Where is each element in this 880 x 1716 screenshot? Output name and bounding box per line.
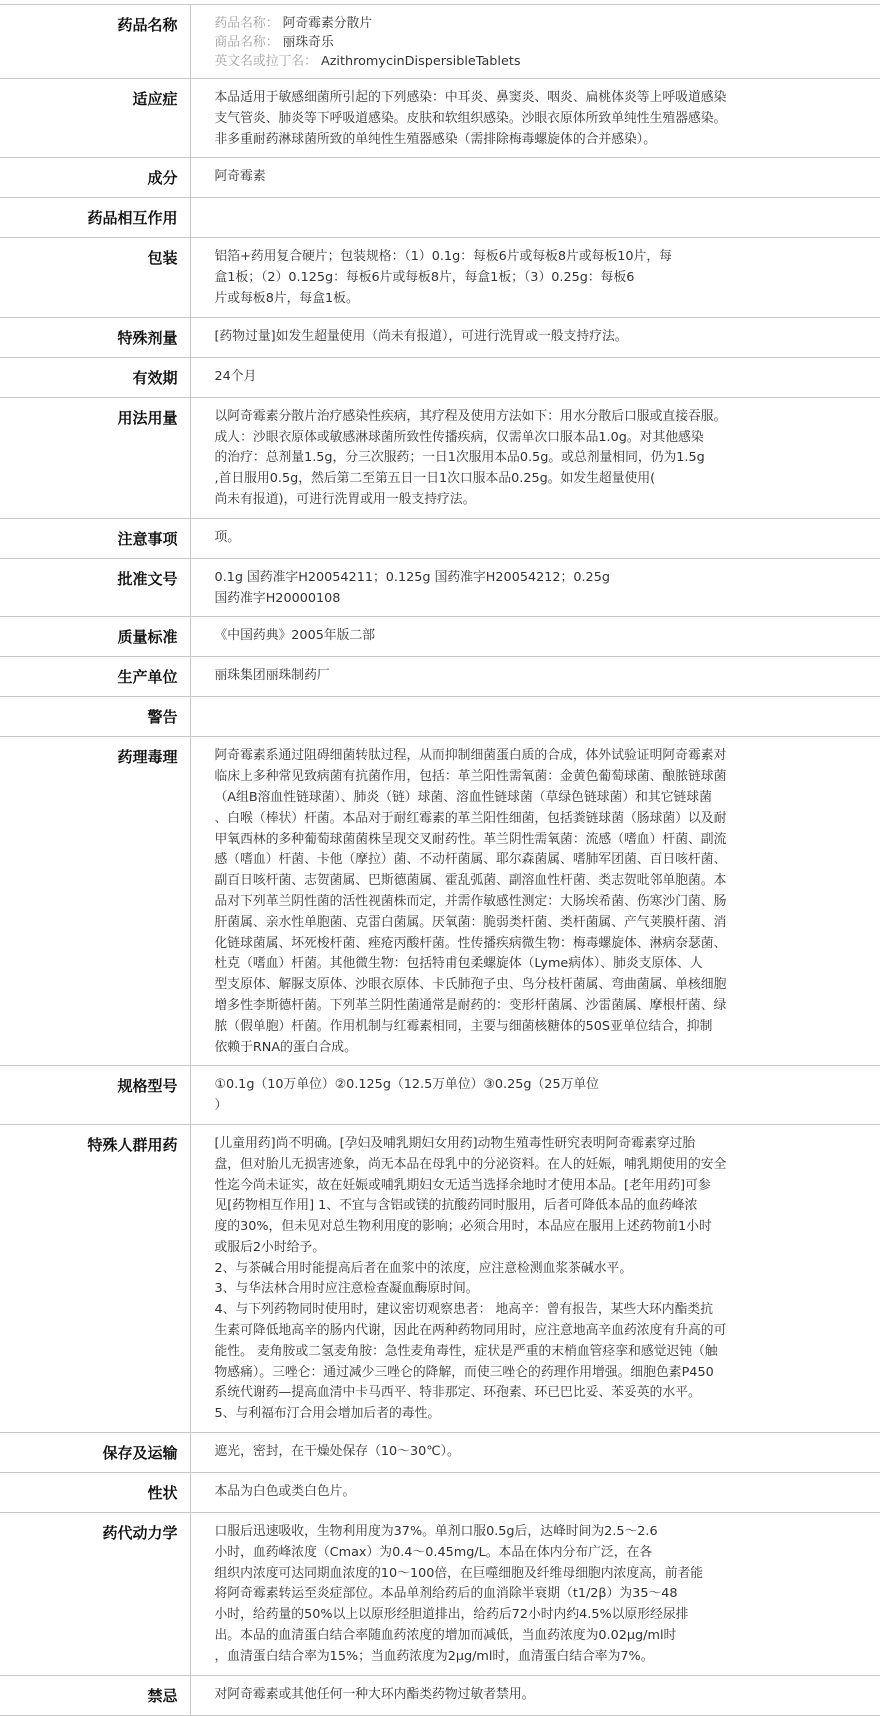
info-row [0,1124,880,1432]
row-label: 保存及运输 [0,1433,190,1473]
value-line: 化链球菌属、坏死梭杆菌、痤疮丙酸杆菌。性传播疾病微生物：梅毒螺旋体、淋病奈瑟菌、 [214,935,727,951]
info-row [0,617,880,657]
name-line [215,14,871,33]
row-label: 禁忌 [0,1675,190,1715]
value-line: 性迄今尚未证实，故在妊娠或哺乳期妇女无适当选择余地时才使用本品。[老年用药]可参 [214,1177,711,1193]
value-line: 出。本品的血清蛋白结合率随血药浓度的增加而减低，当血药浓度为0.02μg/ml时 [214,1628,677,1644]
row-label: 适应症 [0,79,190,158]
value-line: 本品为白色或类白色片。 [214,1484,356,1500]
row-label: 特殊人群用药 [0,1124,190,1432]
value-line: [药物过量]如发生超量使用（尚未有报道），可进行洗胃或一般支持疗法。 [214,328,628,344]
value-line: 或服后2小时给予。 [214,1239,326,1255]
row-label: 包装 [0,238,190,317]
info-row [0,1433,880,1473]
info-row [0,1675,880,1715]
value-line: 甲氧西林的多种葡萄球菌菌株呈现交叉耐药性。革兰阴性需氧菌：流感（嗜血）杆菌、副流 [214,831,727,847]
value-line: 见[药物相互作用] 1、不宜与含铝或镁的抗酸药同时服用，后者可降低本品的血药峰浓 [214,1198,698,1214]
row-value [190,558,880,617]
value-line: 副百日咳杆菌、志贺菌属、巴斯德菌属、霍乱弧菌、副溶血性杆菌、类志贺吡邻单胞菌。本 [214,873,727,889]
row-value [190,518,880,558]
row-value [190,5,880,79]
value-line: 以阿奇霉素分散片治疗感染性疾病，其疗程及使用方法如下：用水分散后口服或直接吞服。 [214,408,727,424]
row-value [190,737,880,1066]
value-line: 阿奇霉素 [214,169,266,185]
row-value [190,617,880,657]
row-label: 生产单位 [0,657,190,697]
value-line: 小时，血药峰浓度（Cmax）为0.4～0.45mg/L。本品在体内分布广泛，在各 [214,1544,653,1560]
value-line: 生素可降低地高辛的肠内代谢，因此在两种药物同用时，应注意地高辛血药浓度有升高的可 [214,1323,727,1339]
name-line [215,52,871,71]
row-label: 规格型号 [0,1066,190,1125]
info-row [0,737,880,1066]
info-row [0,357,880,397]
info-row [0,317,880,357]
value-line: 肝菌属、亲水性单胞菌、克雷白菌属。厌氧菌：脆弱类杆菌、类杆菌属、产气荚膜杆菌、消 [214,914,727,930]
name-key: 药品名称： [214,16,279,31]
drug-info-rows [0,5,880,1716]
value-line: 0.1g 国药准字H20054211；0.125g 国药准字H20054212；0.25g [214,569,610,585]
value-line: 的治疗：总剂量1.5g，分三次服药；一日1次服用本品0.5g。或总剂量相同，仍为1.5g [214,450,705,466]
row-value [190,1513,880,1676]
info-row [0,1066,880,1125]
row-value [190,397,880,518]
row-label: 性状 [0,1473,190,1513]
row-label: 药代动力学 [0,1513,190,1676]
value-line: 系统代谢药—提高血清中卡马西平、特非那定、环孢素、环已巴比妥、苯妥英的水平。 [214,1385,701,1401]
value-line: 遮光，密封，在干燥处保存（10～30℃）。 [214,1444,460,1460]
name-value: 丽珠奇乐 [282,35,334,50]
row-value [190,198,880,238]
value-line: 4、与下列药物同时使用时，建议密切观察患者： 地高辛：曾有报告，某些大环内酯类抗 [214,1302,713,1318]
value-line: 项。 [214,529,241,545]
value-line: ） [214,1098,228,1114]
row-value [190,317,880,357]
value-line: 增多性李斯德杆菌。下列革兰阴性菌通常是耐药的：变形杆菌属、沙雷菌属、摩根杆菌、绿 [214,997,727,1013]
name-value: AzithromycinDispersibleTablets [320,54,521,69]
drug-info-sheet [0,4,880,1716]
info-row [0,5,880,79]
value-line: 对阿奇霉素或其他任何一种大环内酯类药物过敏者禁用。 [214,1686,535,1702]
name-key: 商品名称： [214,35,279,50]
row-label: 注意事项 [0,518,190,558]
row-value [190,1066,880,1125]
value-line: 盒1板；（2）0.125g：每板6片或每板8片，每盒1板；（3）0.25g：每板6 [214,270,635,286]
row-label: 药品名称 [0,5,190,79]
row-value [190,1433,880,1473]
value-line: 、白喉（棒状）杆菌。本品对于耐红霉素的革兰阳性细菌，包括粪链球菌（肠球菌）以及耐 [214,810,727,826]
value-line: 非多重耐药淋球菌所致的单纯性生殖器感染（需排除梅毒螺旋体的合并感染）。 [214,131,656,147]
info-row [0,518,880,558]
value-line: 脓（假单胞）杆菌。作用机制与红霉素相同，主要与细菌核糖体的50S亚单位结合，抑制 [214,1018,713,1034]
row-label: 药理毒理 [0,737,190,1066]
value-line: 《中国药典》2005年版二部 [214,628,376,644]
name-line [215,33,871,52]
value-line: ①0.1g（10万单位）②0.125g（12.5万单位）③0.25g（25万单位 [214,1077,599,1093]
info-row [0,558,880,617]
name-value: 阿奇霉素分散片 [282,16,373,31]
value-line: 杜克（嗜血）杆菌。其他微生物：包括特甫包柔螺旋体（Lyme病体）、肺炎支原体、人 [214,956,703,972]
info-row [0,198,880,238]
value-line: 本品适用于敏感细菌所引起的下列感染：中耳炎、鼻窦炎、咽炎、扁桃体炎等上呼吸道感染 [214,90,727,105]
value-line: 成人：沙眼衣原体或敏感淋球菌所致性传播疾病，仅需单次口服本品1.0g。对其他感染 [214,429,704,445]
value-line: 盘，但对胎儿无损害迹象，尚无本品在母乳中的分泌资料。在人的妊娠，哺乳期使用的安全 [214,1156,727,1172]
value-line: （A组B溶血性链球菌）、肺炎（链）球菌、溶血性链球菌（草绿色链球菌）和其它链球菌 [214,789,712,805]
drug-info-table [0,4,880,1716]
value-line: 2、与茶碱合用时能提高后者在血浆中的浓度，应注意检测血浆茶碱水平。 [214,1260,633,1276]
row-label: 用法用量 [0,397,190,518]
row-label: 有效期 [0,357,190,397]
row-value [190,79,880,158]
value-line: 组织内浓度可达同期血浓度的10～100倍，在巨噬细胞及纤维母细胞内浓度高，前者能 [214,1565,704,1581]
row-value [190,1124,880,1432]
info-row [0,158,880,198]
row-value [190,238,880,317]
value-line: 感（嗜血）杆菌、卡他（摩拉）菌、不动杆菌属、耶尔森菌属、嗜肺军团菌、百日咳杆菌、 [214,852,727,868]
value-line: 24个月 [214,368,257,384]
row-label: 药品相互作用 [0,198,190,238]
info-row [0,697,880,737]
info-row [0,1473,880,1513]
value-line: 物感痛）。三唑仑：通过减少三唑仑的降解，而使三唑仑的药理作用增强。细胞色素P450 [214,1364,714,1380]
value-line: 国药准字H20000108 [214,590,341,606]
value-line: ,首日服用0.5g，然后第二至第五日一日1次口服本品0.25g。如发生超量使用( [214,471,656,487]
value-line: 依赖于RNA的蛋白合成。 [214,1039,357,1055]
info-row [0,79,880,158]
value-line: ，血清蛋白结合率为15%；当血药浓度为2μg/ml时，血清蛋白结合率为7%。 [214,1648,654,1664]
value-line: 支气管炎、肺炎等下呼吸道感染。皮肤和软组织感染。沙眼衣原体所致单纯性生殖器感染。 [214,110,727,126]
info-row [0,657,880,697]
value-line: [儿童用药]尚不明确。[孕妇及哺乳期妇女用药]动物生殖毒性研究表明阿奇霉素穿过胎 [214,1135,696,1151]
value-line: 型支原体、解脲支原体、沙眼衣原体、卡氏肺孢子虫、鸟分枝杆菌属、弯曲菌属、单核细胞 [214,977,727,993]
row-label: 成分 [0,158,190,198]
value-line: 丽珠集团丽珠制药厂 [214,668,330,684]
value-line: 5、与利福布汀合用会增加后者的毒性。 [214,1406,441,1422]
value-line: 片或每板8片，每盒1板。 [214,290,359,306]
value-line: 度的30%，但未见对总生物利用度的影响；必须合用时，本品应在服用上述药物前1小时 [214,1219,712,1235]
row-value [190,1473,880,1513]
empty-value [215,706,871,724]
row-value [190,158,880,198]
row-value [190,657,880,697]
row-value [190,357,880,397]
value-line: 临床上多种常见致病菌有抗菌作用，包括：革兰阳性需氧菌：金黄色葡萄球菌、酿脓链球菌 [214,769,727,785]
value-line: 阿奇霉素系通过阻碍细菌转肽过程，从而抑制细菌蛋白质的合成，体外试验证明阿奇霉素对 [214,748,727,764]
info-row [0,238,880,317]
info-row [0,1513,880,1676]
row-value [190,697,880,737]
row-label: 特殊剂量 [0,317,190,357]
row-label: 批准文号 [0,558,190,617]
row-value [190,1675,880,1715]
row-label: 质量标准 [0,617,190,657]
name-key: 英文名或拉丁名： [214,54,317,69]
value-line: 3、与华法林合用时应注意检查凝血酶原时间。 [214,1281,479,1297]
value-line: 口服后迅速吸收，生物利用度为37%。单剂口服0.5g后，达峰时间为2.5～2.6 [214,1524,658,1540]
row-label: 警告 [0,697,190,737]
value-line: 小时，给药量的50%以上以原形经胆道排出，给药后72小时内约4.5%以原形经尿排 [214,1607,689,1623]
empty-value [215,207,871,225]
value-line: 尚未有报道)，可进行洗胃或用一般支持疗法。 [214,491,476,507]
info-row [0,397,880,518]
value-line: 能性。 麦角胺或二氢麦角胺：急性麦角毒性，症状是严重的末梢血管痉挛和感觉迟钝（触 [214,1343,718,1359]
value-line: 铝箔+药用复合硬片；包装规格：（1）0.1g：每板6片或每板8片或每板10片，每 [214,249,672,265]
value-line: 品对下列革兰阴性菌的活性视菌株而定，并需作敏感性测定：大肠埃希菌、伤寒沙门菌、肠 [214,893,727,909]
value-line: 将阿奇霉素转运至炎症部位。本品单剂给药后的血消除半衰期（t1/2β）为35～48 [214,1586,678,1602]
